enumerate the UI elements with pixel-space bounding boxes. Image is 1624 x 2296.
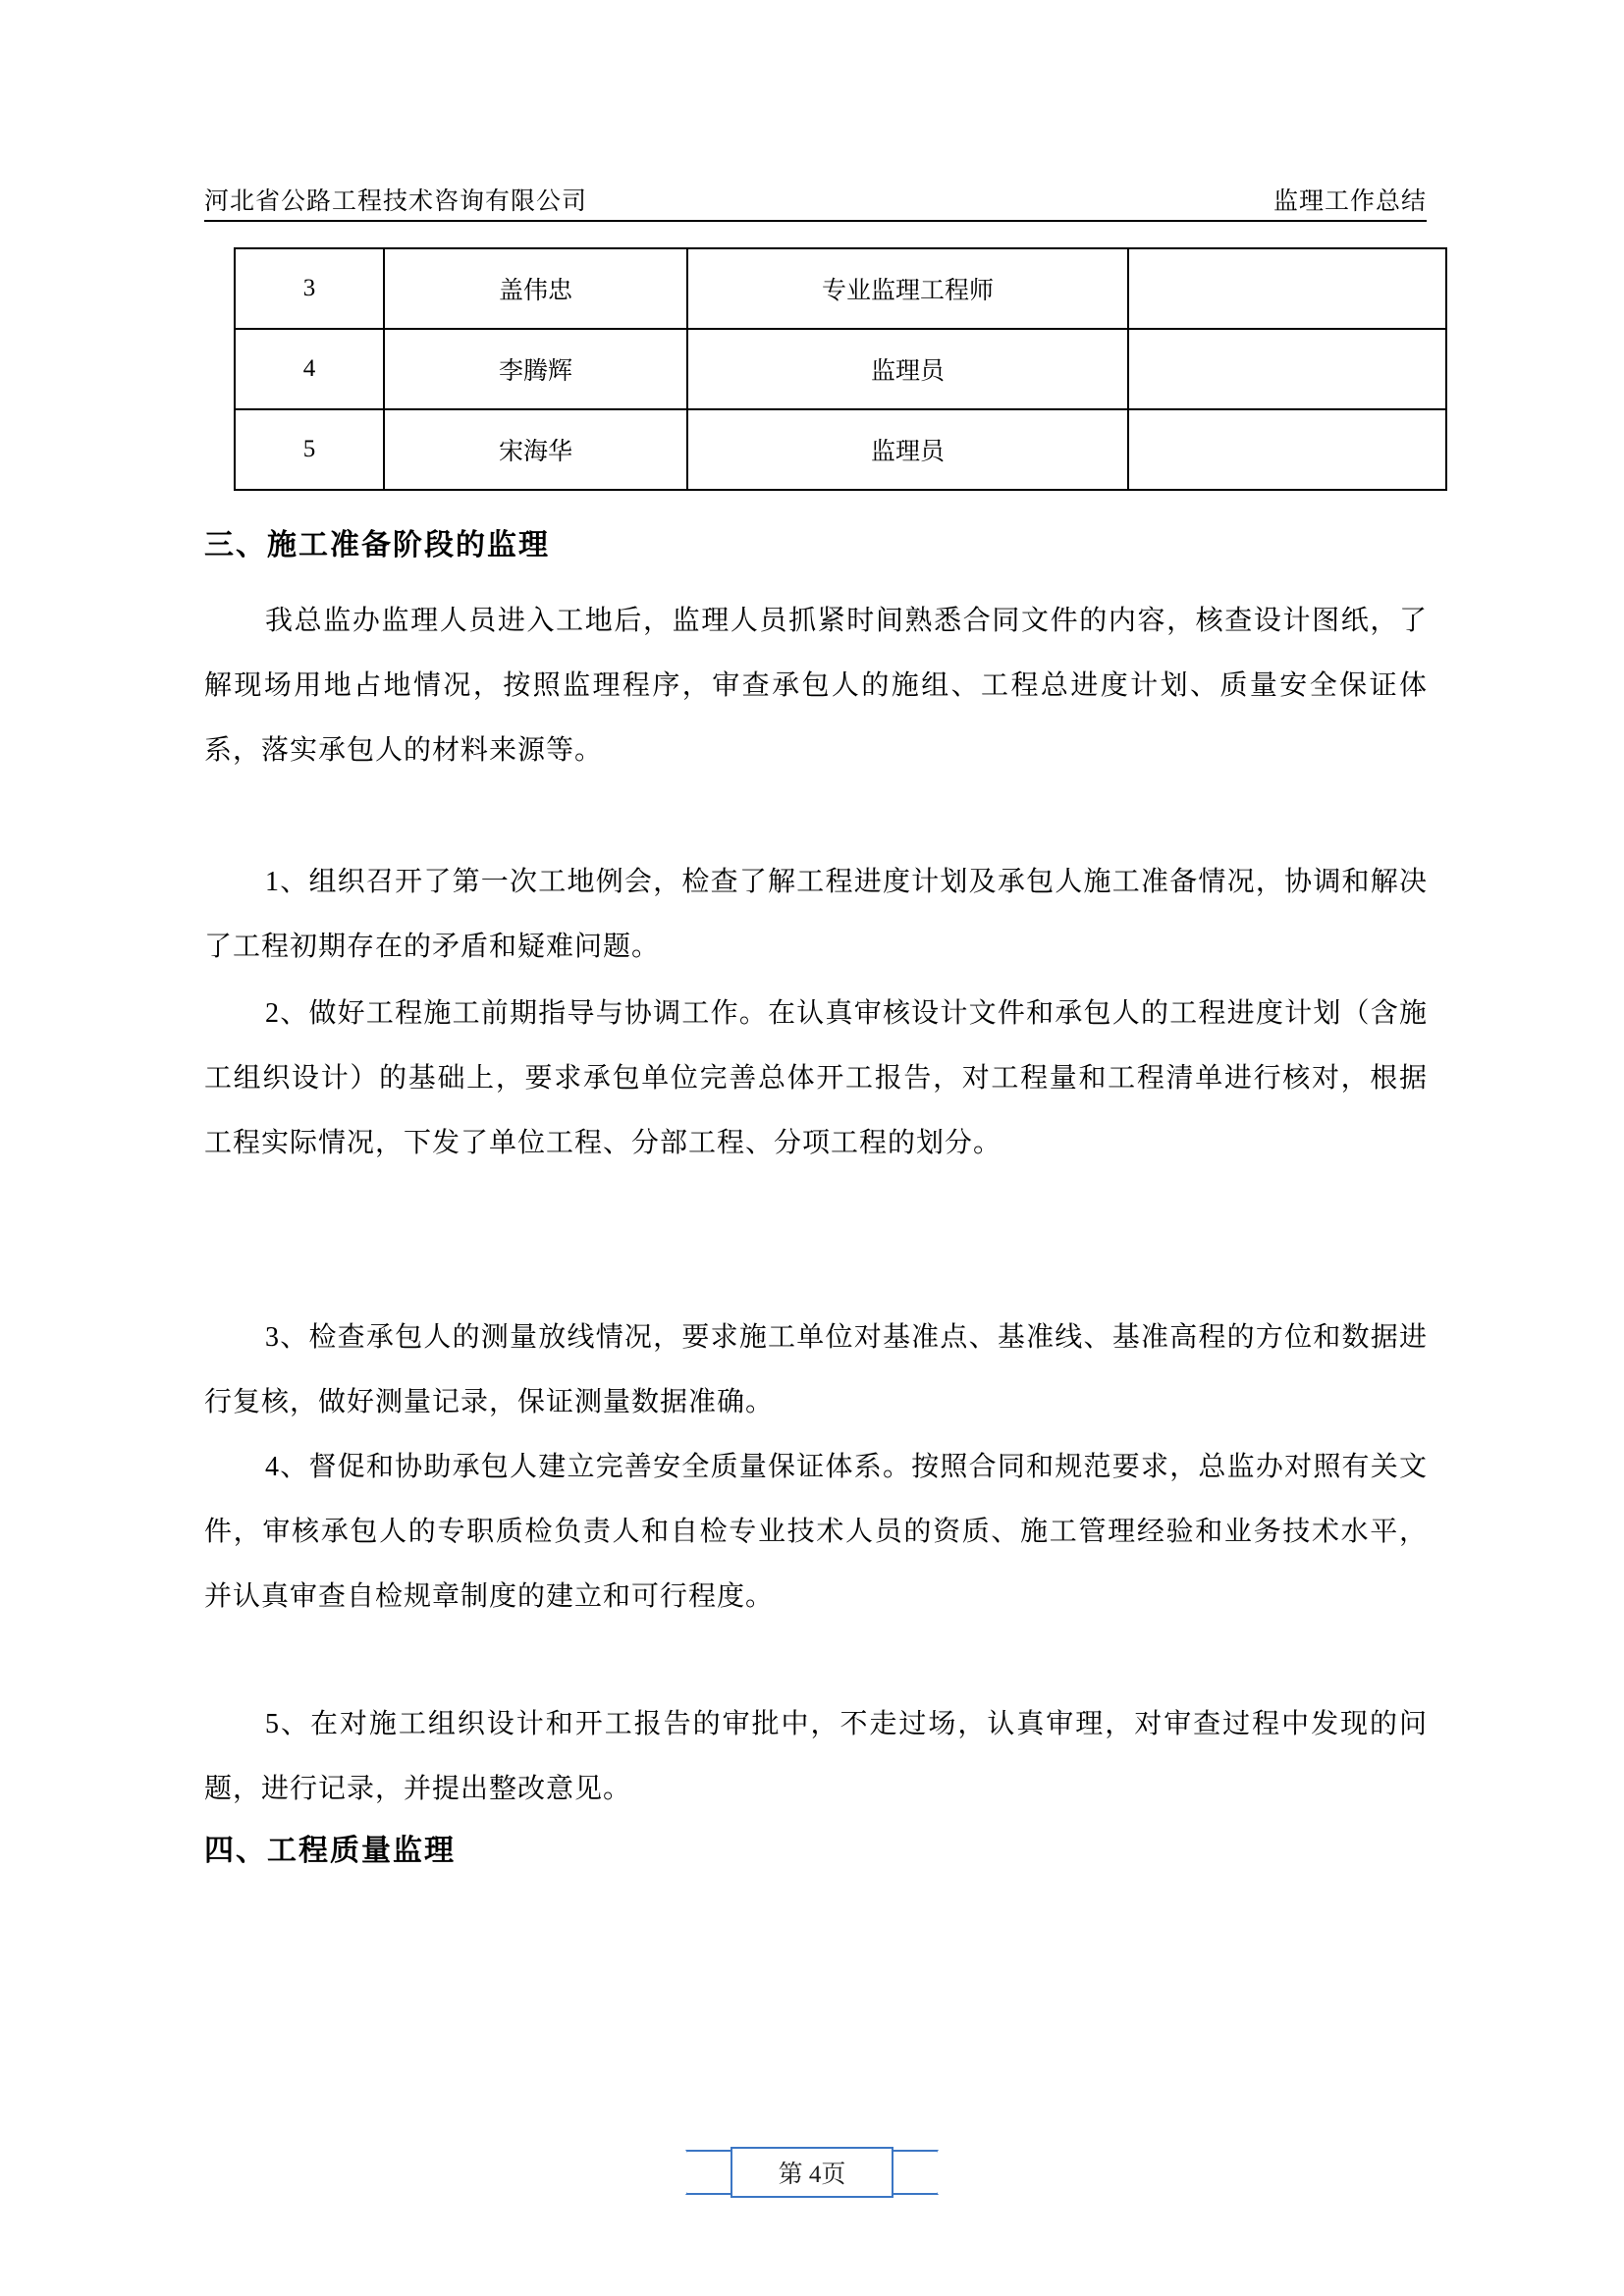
table-cell-role: 监理员 xyxy=(687,329,1128,409)
table-cell-role: 专业监理工程师 xyxy=(687,248,1128,329)
table-row xyxy=(235,409,1446,490)
table-row xyxy=(235,329,1446,409)
paragraph-item-2: 2、做好工程施工前期指导与协调工作。在认真审核设计文件和承包人的工程进度计划（含施工组织设计）的基础上，要求承包单位完善总体开工报告，对工程量和工程清单进行核对，根据工程实际情况，下发了单位工程、分部工程、分项工程的划分。 xyxy=(204,998,1428,1158)
personnel-table xyxy=(234,247,1447,491)
table-cell-note xyxy=(1128,329,1446,409)
table-cell-name: 盖伟忠 xyxy=(384,248,687,329)
table-cell-role: 监理员 xyxy=(687,409,1128,490)
header-company-name: 河北省公路工程技术咨询有限公司 xyxy=(204,188,588,215)
page-number-ribbon xyxy=(685,2147,939,2198)
table-cell-name: 李腾辉 xyxy=(384,329,687,409)
page-footer xyxy=(0,2138,1624,2207)
header-divider xyxy=(204,220,1427,222)
table-cell-index: 3 xyxy=(235,248,384,329)
page-number-label: 第 4页 xyxy=(731,2147,893,2198)
section-heading-three: 三、施工准备阶段的监理 xyxy=(204,529,550,561)
table-cell-note xyxy=(1128,248,1446,329)
table-cell-name: 宋海华 xyxy=(384,409,687,490)
page-header xyxy=(204,182,1427,217)
paragraph-item-4: 4、督促和协助承包人建立完善安全质量保证体系。按照合同和规范要求，总监办对照有关文件，审核承包人的专职质检负责人和自检专业技术人员的资质、施工管理经验和业务技术水平，并认真审查自检规章制度的建立和可行程度。 xyxy=(204,1452,1428,1612)
paragraph-intro: 我总监办监理人员进入工地后，监理人员抓紧时间熟悉合同文件的内容，核查设计图纸，了解现场用地占地情况，按照监理程序，审查承包人的施组、工程总进度计划、质量安全保证体系，落实承包人的材料来源等。 xyxy=(204,606,1428,766)
table-cell-index: 4 xyxy=(235,329,384,409)
table-cell-index: 5 xyxy=(235,409,384,490)
paragraph-item-5: 5、在对施工组织设计和开工报告的审批中，不走过场，认真审理，对审查过程中发现的问题，进行记录，并提出整改意见。 xyxy=(204,1709,1428,1804)
table-cell-note xyxy=(1128,409,1446,490)
personnel-table-wrapper xyxy=(234,247,1430,491)
table-row xyxy=(235,248,1446,329)
paragraph-item-3: 3、检查承包人的测量放线情况，要求施工单位对基准点、基准线、基准高程的方位和数据进行复核，做好测量记录，保证测量数据准确。 xyxy=(204,1322,1428,1417)
header-document-title: 监理工作总结 xyxy=(1272,188,1427,215)
section-heading-four: 四、工程质量监理 xyxy=(204,1835,456,1867)
paragraph-item-1: 1、组织召开了第一次工地例会，检查了解工程进度计划及承包人施工准备情况，协调和解决了工程初期存在的矛盾和疑难问题。 xyxy=(204,867,1428,962)
